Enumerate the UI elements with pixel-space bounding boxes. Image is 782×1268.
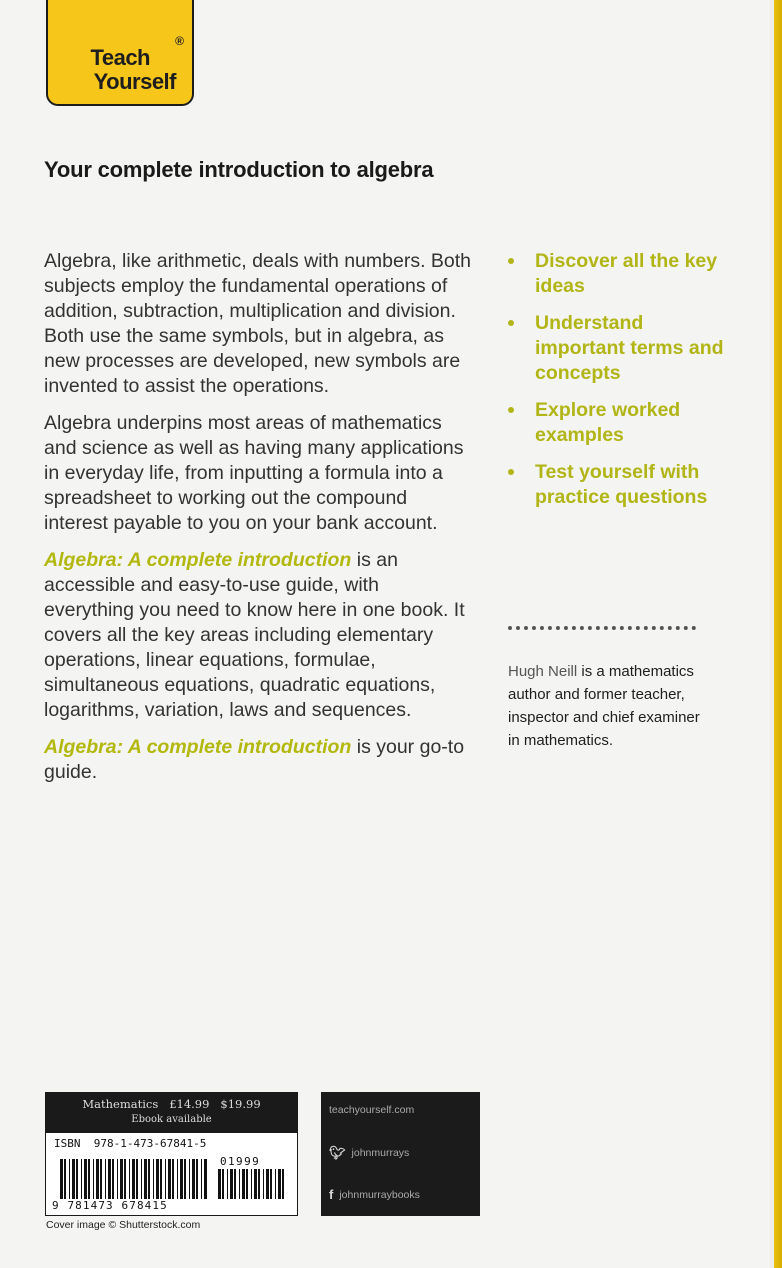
barcode-addon — [218, 1169, 288, 1199]
logo-line-1: Teach — [90, 45, 150, 70]
feature-item: Discover all the key ideas — [505, 249, 735, 299]
feature-item: Explore worked examples — [505, 398, 735, 448]
ebook-note: Ebook available — [131, 1114, 212, 1125]
feature-item: Understand important terms and concepts — [505, 311, 735, 386]
ean-addon-digits: 01999 — [220, 1155, 261, 1168]
paragraph-1: Algebra, like arithmetic, deals with numbers. Both subjects employ the fundamental operations of addition, subtraction, multiplication and division. Both use the same symbols, but in algebra, as new processes are developed, new symbols are invented to assist the operations. — [44, 250, 472, 397]
author-name: Hugh Neill — [508, 663, 578, 680]
cover-credit: Cover image © Shutterstock.com — [46, 1219, 201, 1231]
dotted-divider — [508, 626, 696, 630]
isbn-number: ISBN 978-1-473-67841-5 — [54, 1137, 207, 1150]
paragraph-2: Algebra underpins most areas of mathematics and science as well as having many applications in everyday life, from inputting a formula into a spreadsheet to working out the compound interest payable to you on your bank account. — [44, 412, 464, 534]
logo-line-2: Yourself — [93, 69, 176, 94]
book-title: Algebra: A complete introduction — [44, 549, 352, 571]
twitter-icon: 🐦︎ — [329, 1145, 346, 1160]
ean-digits: 9 781473 678415 — [52, 1199, 168, 1212]
twitter-handle: johnmurrays — [351, 1147, 410, 1159]
author-bio — [508, 660, 708, 752]
paragraph-3-text: is an accessible and easy-to-use guide, with everything you need to know here in one book. It covers all the key areas including elementary operations, linear equations, formulae, simultaneous equations, quadratic equations, logarithms, variation, laws and sequences. — [44, 549, 465, 721]
social-links-box — [321, 1092, 480, 1216]
headline: Your complete introduction to algebra — [44, 157, 434, 182]
twitter-link[interactable] — [329, 1145, 409, 1161]
facebook-handle: johnmurraybooks — [339, 1188, 420, 1201]
price-header — [46, 1093, 297, 1133]
paragraph-3 — [44, 548, 474, 723]
website-link[interactable] — [329, 1104, 414, 1116]
paragraph-4-text: is your go-to guide. — [44, 736, 465, 783]
feature-list — [505, 249, 735, 522]
spine-edge — [770, 0, 782, 1268]
logo-registered-mark: ® — [175, 34, 184, 48]
feature-item: Test yourself with practice questions — [505, 460, 735, 510]
facebook-icon: f — [329, 1187, 334, 1202]
teach-yourself-logo — [46, 0, 194, 106]
author-bio-text: is a mathematics author and former teacher, inspector and chief examiner in mathematics. — [508, 663, 700, 749]
price-line: Mathematics £14.99 $19.99 — [82, 1097, 261, 1111]
facebook-link[interactable] — [329, 1187, 420, 1202]
price-barcode-box — [45, 1092, 298, 1216]
website-text: teachyourself.com — [329, 1104, 415, 1116]
paragraph-4 — [44, 735, 474, 785]
description-column — [44, 249, 474, 797]
barcode-main — [60, 1159, 210, 1199]
book-title: Algebra: A complete introduction — [44, 736, 352, 758]
